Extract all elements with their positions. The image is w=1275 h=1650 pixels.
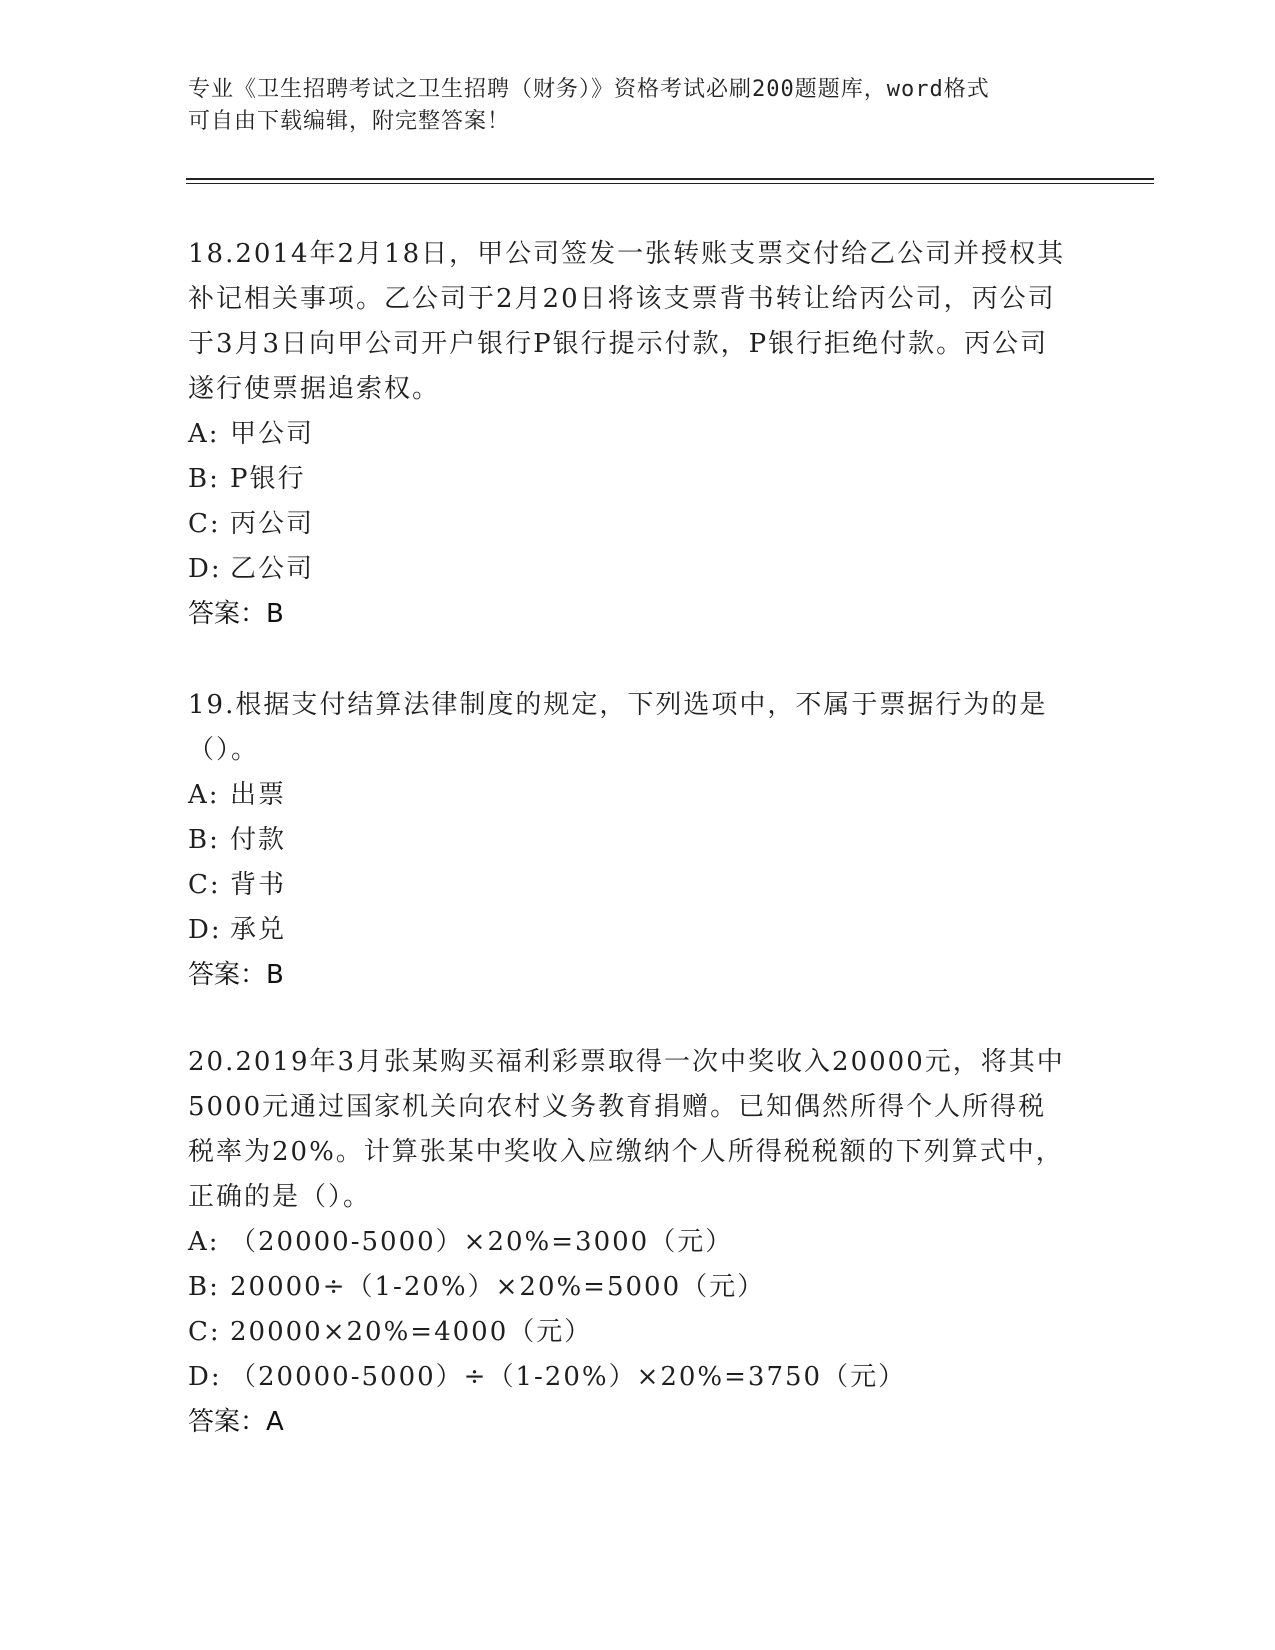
option-d xyxy=(188,908,1068,953)
option-key: C: xyxy=(188,509,221,539)
option-d xyxy=(188,547,1068,592)
option-b xyxy=(188,1265,1068,1310)
option-text: 甲公司 xyxy=(230,419,315,449)
option-c xyxy=(188,502,1068,547)
option-key: A: xyxy=(188,780,220,810)
option-c xyxy=(188,863,1068,908)
header-line-1: 专业《卫生招聘考试之卫生招聘（财务）》资格考试必刷200题题库，word格式 xyxy=(188,77,990,102)
option-key: D: xyxy=(188,554,222,584)
option-a xyxy=(188,412,1068,457)
option-text: 丙公司 xyxy=(230,509,315,539)
answer-label: 答案：B xyxy=(188,599,284,629)
question-stem: 18.2014年2月18日，甲公司签发一张转账支票交付给乙公司并授权其补记相关事项。乙公司于2月20日将该支票背书转让给丙公司，丙公司于3月3日向甲公司开户银行P银行提示付款，P银行拒绝付款。丙公司遂行使票据追索权。 xyxy=(188,239,1066,404)
option-key: C: xyxy=(188,870,221,900)
question-stem: 19.根据支付结算法律制度的规定，下列选项中，不属于票据行为的是（）。 xyxy=(188,690,1048,765)
option-text: 20000×20%=4000（元） xyxy=(230,1317,593,1347)
option-key: C: xyxy=(188,1317,221,1347)
option-key: D: xyxy=(188,1362,222,1392)
option-text: 出票 xyxy=(230,780,287,810)
question-19 xyxy=(188,683,1068,998)
option-key: A: xyxy=(188,1227,220,1257)
option-key: A: xyxy=(188,419,220,449)
option-key: B: xyxy=(188,825,220,855)
answer-label: 答案：B xyxy=(188,960,284,990)
answer-label: 答案：A xyxy=(188,1407,284,1437)
option-key: B: xyxy=(188,1272,220,1302)
option-text: 承兑 xyxy=(230,915,287,945)
option-b xyxy=(188,818,1068,863)
header-line-2: 可自由下载编辑，附完整答案！ xyxy=(188,109,511,134)
option-a xyxy=(188,1220,1068,1265)
question-18 xyxy=(188,232,1068,637)
option-key: D: xyxy=(188,915,222,945)
option-c xyxy=(188,1310,1068,1355)
option-key: B: xyxy=(188,464,220,494)
header-divider-thin xyxy=(186,183,1154,184)
option-a xyxy=(188,773,1068,818)
option-text: （20000-5000）×20%=3000（元） xyxy=(230,1227,734,1257)
question-20 xyxy=(188,1040,1068,1445)
option-text: 20000÷（1-20%）×20%=5000（元） xyxy=(230,1272,766,1302)
option-text: 付款 xyxy=(230,825,287,855)
option-text: （20000-5000）÷（1-20%）×20%=3750（元） xyxy=(230,1362,907,1392)
option-text: P银行 xyxy=(230,464,306,494)
document-header xyxy=(188,74,1088,138)
option-d xyxy=(188,1355,1068,1400)
option-text: 乙公司 xyxy=(230,554,315,584)
option-b xyxy=(188,457,1068,502)
option-text: 背书 xyxy=(230,870,287,900)
question-stem: 20.2019年3月张某购买福利彩票取得一次中奖收入20000元，将其中5000元通过国家机关向农村义务教育捐赠。已知偶然所得个人所得税税率为20%。计算张某中奖收入应缴纳个人所得税税额的下列算式中，正确的是（）。 xyxy=(188,1047,1065,1212)
header-divider-thick xyxy=(186,178,1154,180)
